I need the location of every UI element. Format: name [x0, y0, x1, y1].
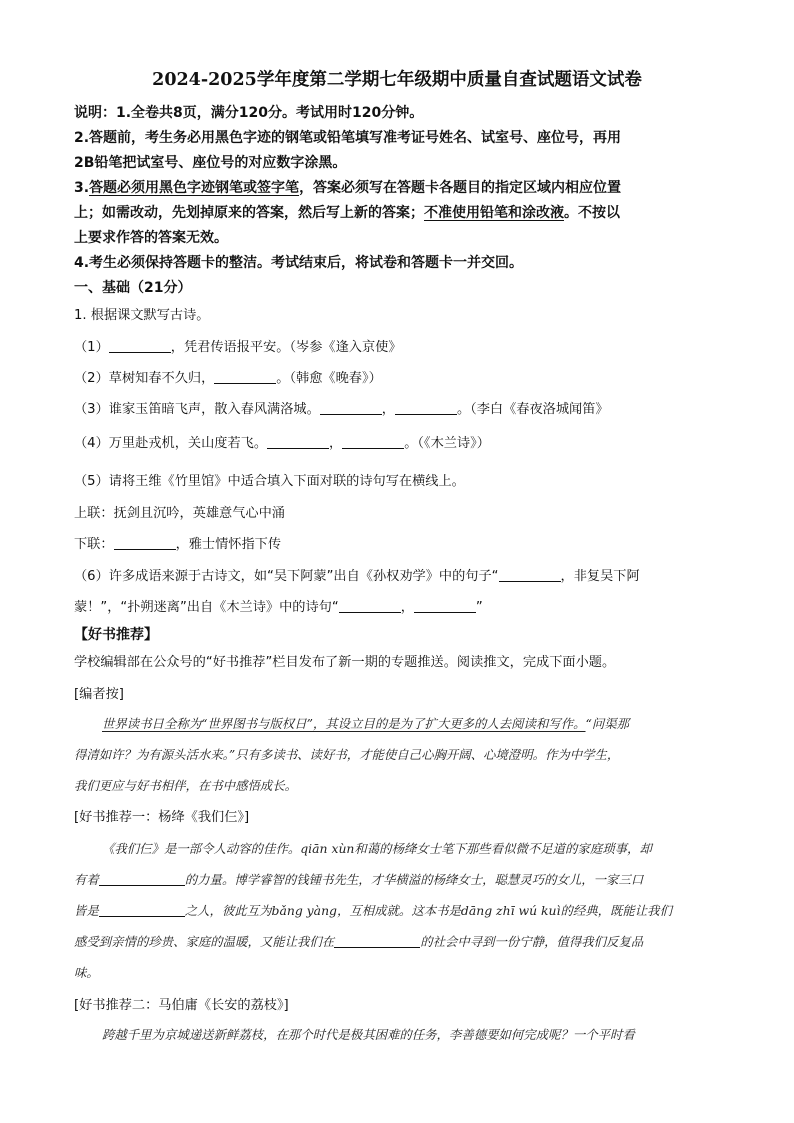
answer-blank[interactable]: [395, 400, 457, 415]
answer-blank[interactable]: [342, 434, 404, 449]
recommend-1-line-5: 味。: [74, 965, 99, 980]
rec1-l2-pre: 有着: [74, 872, 99, 887]
answer-blank[interactable]: [414, 598, 476, 613]
part-6b-comma: ，: [400, 600, 414, 615]
editor-note-underlined: 世界读书日全称为“世界图书与版权日”，其设立目的是为了扩大更多的人去阅读和写作。: [102, 716, 586, 731]
recommend-2-line-1: 跨越千里为京城递送新鲜荔枝，在那个时代是极其困难的任务，李善德要如何完成呢？一个平时看: [102, 1027, 635, 1042]
answer-blank[interactable]: [99, 871, 185, 886]
couplet-lower-label: 下联：: [74, 537, 114, 552]
recommend-1-line-1: 《我们仨》是一部令人动容的佳作。qiān xùn和蔼的杨绛女士笔下那些看似微不足道的家庭琐事，却: [102, 841, 652, 856]
instruction-4: 4.考生必须保持答题卡的整洁。考试结束后，将试卷和答题卡一并交回。: [74, 255, 524, 271]
part-4-text: （4）万里赴戎机，关山度若飞。: [74, 436, 268, 451]
question-1-stem: 1. 根据课文默写古诗。: [74, 308, 210, 323]
part-4-comma: ，: [329, 436, 343, 451]
recommend-1-label: [好书推荐一：杨绛《我们仨》]: [74, 810, 250, 825]
editor-note-line-1-rest: “问渠那: [585, 716, 630, 731]
answer-blank[interactable]: [109, 338, 171, 353]
editor-note-line-3: 我们更应与好书相伴，在书中感悟成长。: [74, 778, 298, 793]
answer-blank[interactable]: [99, 902, 185, 917]
instruction-3-rest: ，答案必须写在答题卡各题目的指定区域内相应位置: [299, 180, 622, 196]
part-1-label: （1）: [74, 340, 109, 355]
answer-blank[interactable]: [334, 933, 420, 948]
part-2-text: （2）草树知春不久归，: [74, 371, 215, 386]
answer-blank[interactable]: [267, 434, 329, 449]
part-4-source: 。（《木兰诗》）: [404, 436, 490, 451]
question-1-part-1: [74, 336, 402, 355]
recommend-1-line-4: [74, 932, 643, 950]
editor-note-line-2: 得清如许？为有源头活水来。”只有多读书、读好书，才能使自己心胸开阔、心境澄明。作为中学生，: [74, 747, 620, 762]
answer-blank[interactable]: [214, 369, 276, 384]
rec1-l4-post: 的社会中寻到一份宁静，值得我们反复品: [420, 934, 644, 949]
book-recommend-intro: 学校编辑部在公众号的“好书推荐”栏目发布了新一期的专题推送。阅读推文，完成下面小题。: [74, 655, 616, 670]
answer-blank[interactable]: [339, 598, 401, 613]
answer-blank[interactable]: [320, 400, 382, 415]
part-6-text-end: ，非复吴下阿: [560, 569, 640, 584]
couplet-lower-text: ，雅士情怀指下传: [175, 537, 282, 552]
couplet-upper: 上联：抚剑且沉吟，英雄意气心中涌: [74, 506, 285, 521]
instruction-1: 说明：1.全卷共8页，满分120分。考试用时120分钟。: [74, 105, 424, 121]
recommend-1-line-3: [74, 901, 672, 919]
instruction-2a: 2.答题前，考生务必用黑色字迹的钢笔或铅笔填写准考证号姓名、试室号、座位号，再用: [74, 130, 622, 146]
instruction-2b: 2B铅笔把试室号、座位号的对应数字涂黑。: [74, 155, 347, 171]
instruction-3-underline-2: 不准使用铅笔和涂改液: [424, 205, 564, 221]
part-6b-text: 蒙！”，“扑朔迷离”出自《木兰诗》中的诗句“: [74, 600, 339, 615]
instruction-3-underline-1: 答题必须用黑色字迹钢笔或签字笔: [89, 180, 300, 196]
question-1-part-5: （5）请将王维《竹里馆》中适合填入下面对联的诗句写在横线上。: [74, 474, 465, 489]
instruction-3b-post: 。不按以: [564, 205, 620, 221]
instruction-3c: 上要求作答的答案无效。: [74, 230, 228, 246]
part-6b-quote: ”: [475, 600, 483, 615]
answer-blank[interactable]: [114, 535, 176, 550]
couplet-lower: [74, 533, 281, 552]
question-1-part-4: [74, 432, 490, 451]
rec1-l4-pre: 感受到亲情的珍贵、家庭的温暖，又能让我们在: [74, 934, 335, 949]
book-recommend-heading: 【好书推荐】: [74, 627, 158, 643]
question-1-part-6-cont: [74, 596, 483, 615]
part-3-text: （3）谁家玉笛暗飞声，散入春风满洛城。: [74, 402, 320, 417]
instruction-3-number: 3.: [74, 180, 90, 196]
instruction-3a: [74, 177, 621, 197]
question-1-part-6: [74, 565, 640, 584]
question-1-part-2: [74, 367, 382, 386]
exam-title: 2024-2025学年度第二学期七年级期中质量自查试题语文试卷: [152, 70, 642, 90]
recommend-1-line-2: [74, 870, 643, 888]
instruction-3b-pre: 上；如需改动，先划掉原来的答案，然后写上新的答案；: [74, 205, 424, 221]
recommend-2-label: [好书推荐二：马伯庸《长安的荔枝》]: [74, 998, 289, 1013]
rec1-l3-post: 之人，彼此互为bǎng yàng，互相成就。这本书是dāng zhī wú kuì的经典，既能让我们: [184, 903, 672, 918]
editor-note-label: [编者按]: [74, 687, 124, 702]
rec1-l3-pre: 皆是: [74, 903, 99, 918]
answer-blank[interactable]: [499, 567, 561, 582]
instruction-3b: [74, 202, 620, 222]
part-6-text: （6）许多成语来源于古诗文，如“吴下阿蒙”出自《孙权劝学》中的句子“: [74, 569, 499, 584]
question-1-part-3: [74, 398, 609, 417]
part-3-comma: ，: [381, 402, 395, 417]
editor-note-line-1: [102, 714, 629, 732]
section-heading-basics: 一、基础（21分）: [74, 280, 192, 296]
part-2-source: 。（韩愈《晚春》）: [276, 371, 382, 386]
rec1-l2-post: 的力量。博学睿智的钱锺书先生，才华横溢的杨绛女士，聪慧灵巧的女儿，一家三口: [184, 872, 644, 887]
part-3-source: 。（李白《春夜洛城闻笛》: [456, 402, 609, 417]
part-1-text: ，凭君传语报平安。（岑参《逢入京使》: [170, 340, 402, 355]
